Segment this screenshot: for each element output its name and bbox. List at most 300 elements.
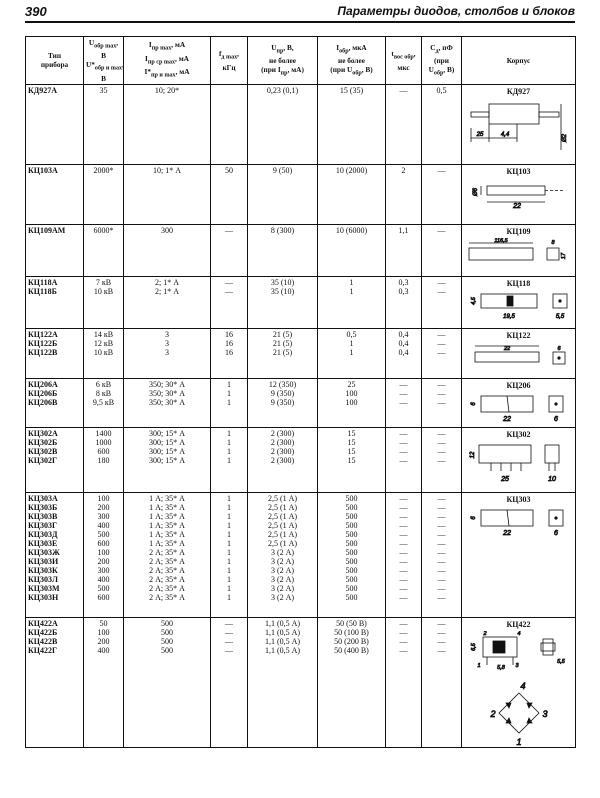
cell-value: — [399, 645, 408, 655]
cell-value: 25 [347, 379, 356, 389]
cell-value: 15 [347, 437, 356, 447]
cell-value: 500 [345, 502, 358, 512]
cell-value: КЦ303Л [28, 574, 58, 584]
svg-text:17: 17 [560, 252, 567, 259]
cell-value: 21 (5) [272, 338, 293, 348]
cell-f [211, 276, 248, 328]
cell-value: — [437, 618, 446, 628]
table-row [26, 328, 576, 378]
cell-value: 21 (5) [272, 347, 293, 357]
package-name: КЦ422 [506, 619, 531, 629]
cell-value: 1,1 (0,5 А) [264, 645, 301, 655]
cell-value: — [225, 636, 233, 646]
cell-value: 9 (350) [270, 397, 295, 407]
cell-value: 100 [97, 627, 110, 637]
cell-value: 300; 15* А [149, 428, 185, 438]
cell-value: 15 [347, 446, 356, 456]
cell-value: — [437, 277, 446, 287]
cell-value: 500 [161, 645, 173, 655]
cell-value: 1 [227, 592, 231, 602]
cell-value: КЦ302А [28, 428, 58, 438]
cell-value: 1 [227, 502, 231, 512]
cell-value: 21 (5) [272, 329, 293, 339]
table-row [26, 84, 576, 164]
cell-value: — [225, 618, 233, 628]
cell-value: 1 А; 35* А [149, 538, 185, 548]
cell-i [124, 164, 211, 224]
cell-value: — [399, 565, 408, 575]
cell-value: 2000* [93, 165, 114, 175]
page-title: Параметры диодов, столбов и блоков [337, 4, 575, 18]
cell-value: КЦ422Б [28, 627, 58, 637]
package-name: КЦ109 [506, 226, 531, 236]
col-header-upr: $U_{пр}$, В, не более (при $I_{пр}$, мА) [248, 37, 318, 85]
package-drawing [464, 631, 573, 747]
cell-value: 50 (50 В) [336, 618, 367, 628]
cell-value: 2 А; 35* А [149, 574, 185, 584]
cell-value: 1,1 (0,5 А) [264, 618, 301, 628]
cell-value: 2 [401, 165, 406, 175]
cell-value: 0,5 [436, 85, 447, 95]
cell-value: — [437, 329, 446, 339]
cell-value: 0,4 [398, 338, 409, 348]
svg-text:25: 25 [500, 475, 509, 483]
cell-value: 500 [345, 520, 358, 530]
table-header-row [26, 37, 576, 85]
cell-value: 0,5 [346, 329, 357, 339]
cell-value: — [437, 556, 446, 566]
package-name: КЦ302 [506, 429, 531, 439]
table-row [26, 276, 576, 328]
cell-value: 1,1 (0,5 А) [264, 627, 301, 637]
cell-value: КЦ118Б [28, 286, 57, 296]
cell-value: КЦ303В [28, 511, 58, 521]
cell-value: КЦ422Г [28, 645, 58, 655]
cell-value: 1,1 [398, 225, 409, 235]
table-row [26, 427, 576, 492]
cell-value: КЦ109АМ [28, 225, 66, 235]
cell-value: 500 [161, 618, 173, 628]
cell-value: 500 [345, 493, 358, 503]
col-header-u: $U_{обр max}$, В $U*_{обр и max}$, В [84, 37, 124, 85]
cell-value: 10 кВ [93, 286, 114, 296]
cell-value: 1 [227, 520, 231, 530]
cell-value: 2 А; 35* А [149, 583, 185, 593]
cell-value: 3 (2 А) [270, 547, 295, 557]
cell-value: 2 А; 35* А [149, 556, 185, 566]
svg-text:4,4: 4,4 [500, 131, 509, 138]
cell-value: 400 [97, 574, 110, 584]
cell-c [422, 617, 462, 747]
cell-t [386, 378, 422, 427]
cell-value: 100 [345, 388, 358, 398]
cell-value: 0,3 [398, 277, 409, 287]
col-header-pkg: Корпус [462, 37, 576, 85]
cell-iobr [318, 492, 386, 617]
cell-value: КЦ422А [28, 618, 58, 628]
package-name: КЦ122 [506, 330, 531, 340]
cell-value: 200 [97, 636, 110, 646]
cell-value: — [437, 645, 446, 655]
cell-u [84, 617, 124, 747]
cell-upr [248, 164, 318, 224]
cell-value: 500 [345, 538, 358, 548]
svg-text:6: 6 [556, 345, 561, 352]
cell-value: — [399, 618, 408, 628]
cell-value: 2 (300) [270, 428, 295, 438]
cell-value: 200 [97, 556, 110, 566]
cell-value: 300; 15* А [149, 455, 185, 465]
diodes-table [25, 36, 576, 748]
cell-value: — [399, 636, 408, 646]
package-name: КЦ103 [506, 166, 531, 176]
cell-value: КЦ303Б [28, 502, 58, 512]
cell-type [26, 427, 84, 492]
cell-value: 300 [97, 511, 110, 521]
cell-i [124, 224, 211, 276]
cell-iobr [318, 276, 386, 328]
cell-value: 50 [225, 165, 233, 175]
cell-value: — [437, 397, 446, 407]
cell-value: 15 [347, 455, 356, 465]
cell-value: — [437, 286, 446, 296]
cell-iobr [318, 617, 386, 747]
cell-type [26, 164, 84, 224]
cell-type [26, 84, 84, 164]
cell-iobr [318, 224, 386, 276]
svg-text:19,5: 19,5 [502, 313, 515, 320]
cell-value: 9,5 кВ [92, 397, 115, 407]
cell-value: 0,4 [398, 329, 409, 339]
cell-value: 3 (2 А) [270, 574, 295, 584]
package-drawing [464, 290, 573, 324]
cell-value: 1 А; 35* А [149, 529, 185, 539]
cell-value: — [399, 493, 408, 503]
cell-value: 35 (10) [270, 286, 295, 296]
cell-value: — [399, 627, 408, 637]
cell-value: 500 [97, 583, 110, 593]
svg-text:Ø6: Ø6 [472, 187, 479, 196]
cell-value: 1 [227, 428, 231, 438]
cell-value: КЦ303Е [28, 538, 58, 548]
cell-value: 600 [97, 538, 110, 548]
col-header-iobr: $I_{обр}$, мкА не более (при $U_{обр}$, В) [318, 37, 386, 85]
cell-value: — [437, 627, 446, 637]
cell-package [462, 328, 576, 378]
svg-text:6,5: 6,5 [470, 643, 477, 651]
table-row [26, 164, 576, 224]
package-drawing [464, 98, 573, 160]
cell-value: — [399, 379, 408, 389]
cell-i [124, 492, 211, 617]
svg-text:6: 6 [553, 529, 558, 537]
cell-t [386, 276, 422, 328]
cell-value: КЦ422В [28, 636, 58, 646]
cell-value: — [437, 502, 446, 512]
cell-value: — [437, 338, 446, 348]
svg-text:1: 1 [476, 662, 481, 669]
cell-value: 10; 20* [154, 85, 180, 95]
cell-value: 9 (50) [272, 165, 293, 175]
cell-value: КЦ303И [28, 556, 59, 566]
cell-u [84, 328, 124, 378]
page-header [25, 5, 575, 23]
cell-value: 2,5 (1 А) [267, 520, 298, 530]
cell-value: КЦ303Г [28, 520, 58, 530]
cell-i [124, 276, 211, 328]
cell-value: 100 [97, 547, 110, 557]
cell-value: 8 (300) [270, 225, 295, 235]
cell-value: КЦ206В [28, 397, 58, 407]
cell-value: — [399, 85, 408, 95]
cell-value: — [437, 388, 446, 398]
cell-value: КЦ303К [28, 565, 58, 575]
cell-value: 500 [345, 592, 358, 602]
cell-value: 350; 30* А [149, 388, 185, 398]
cell-value: 3 [165, 338, 169, 348]
cell-f [211, 492, 248, 617]
cell-t [386, 492, 422, 617]
cell-f [211, 164, 248, 224]
cell-value: КЦ303А [28, 493, 58, 503]
cell-type [26, 328, 84, 378]
cell-value: — [399, 574, 408, 584]
cell-value: 16 [225, 347, 233, 357]
cell-value: КЦ206А [28, 379, 58, 389]
cell-value: 1 А; 35* А [149, 511, 185, 521]
cell-value: КЦ303Д [28, 529, 58, 539]
cell-type [26, 617, 84, 747]
cell-value: — [437, 520, 446, 530]
cell-type [26, 276, 84, 328]
cell-value: 500 [161, 636, 173, 646]
cell-value: 400 [97, 645, 110, 655]
cell-value: 0,3 [398, 286, 409, 296]
package-drawing [464, 506, 573, 540]
cell-value: — [399, 455, 408, 465]
cell-iobr [318, 427, 386, 492]
cell-value: — [399, 388, 408, 398]
cell-value: 1 А; 35* А [149, 502, 185, 512]
package-drawing [464, 441, 573, 485]
cell-upr [248, 378, 318, 427]
cell-type [26, 378, 84, 427]
cell-value: 500 [161, 627, 173, 637]
cell-value: 3 [165, 347, 169, 357]
cell-value: — [437, 511, 446, 521]
cell-value: 8 кВ [95, 388, 112, 398]
cell-value: 10 (6000) [335, 225, 368, 235]
cell-value: — [225, 286, 233, 296]
cell-value: 1 [227, 446, 231, 456]
cell-f [211, 617, 248, 747]
cell-iobr [318, 84, 386, 164]
cell-value: — [399, 397, 408, 407]
cell-value: — [225, 225, 233, 235]
cell-value: — [437, 529, 446, 539]
cell-value: 300 [161, 225, 173, 235]
cell-value: — [399, 547, 408, 557]
cell-value: 3 [165, 329, 169, 339]
cell-value: 1,1 (0,5 А) [264, 636, 301, 646]
cell-value: 16 [225, 338, 233, 348]
cell-value: — [437, 574, 446, 584]
cell-i [124, 328, 211, 378]
cell-value: — [437, 583, 446, 593]
cell-value: — [437, 547, 446, 557]
cell-value: 1 [227, 379, 231, 389]
package-name: КД927 [506, 86, 531, 96]
cell-value: — [399, 520, 408, 530]
cell-value: — [225, 627, 233, 637]
cell-value: 0,23 (0,1) [266, 85, 299, 95]
cell-value: 1 [349, 286, 354, 296]
cell-value: 500 [345, 583, 358, 593]
cell-value: 6000* [93, 225, 114, 235]
cell-value: 500 [345, 511, 358, 521]
table-row [26, 492, 576, 617]
cell-c [422, 276, 462, 328]
cell-value: 1 [227, 547, 231, 557]
cell-value: КЦ206Б [28, 388, 58, 398]
cell-u [84, 492, 124, 617]
cell-upr [248, 276, 318, 328]
cell-value: 600 [97, 446, 110, 456]
cell-iobr [318, 328, 386, 378]
cell-value: 50 (100 В) [334, 627, 369, 637]
package-drawing [464, 342, 573, 372]
cell-value: 100 [345, 397, 358, 407]
cell-value: 1 [227, 397, 231, 407]
cell-value: 1 [349, 338, 354, 348]
cell-package [462, 617, 576, 747]
col-header-c: $C_д$, пФ (при $U_{обр}$, В) [422, 37, 462, 85]
cell-t [386, 427, 422, 492]
cell-value: — [399, 437, 408, 447]
svg-text:22: 22 [512, 202, 521, 210]
cell-value: КЦ303Н [28, 592, 59, 602]
cell-value: 10 (2000) [335, 165, 368, 175]
col-header-type: Тип прибора [26, 37, 84, 85]
cell-value: 16 [225, 329, 233, 339]
cell-value: 3 (2 А) [270, 583, 295, 593]
cell-value: 200 [97, 502, 110, 512]
cell-upr [248, 427, 318, 492]
cell-value: КЦ302Г [28, 455, 58, 465]
cell-value: 300; 15* А [149, 437, 185, 447]
cell-value: КЦ302Б [28, 437, 58, 447]
package-name: КЦ206 [506, 380, 531, 390]
cell-u [84, 427, 124, 492]
cell-value: 2; 1* А [155, 277, 179, 287]
cell-value: 14 кВ [93, 329, 114, 339]
table-row [26, 617, 576, 747]
cell-value: 12 кВ [93, 338, 114, 348]
cell-upr [248, 492, 318, 617]
cell-value: КЦ103А [28, 165, 58, 175]
cell-c [422, 328, 462, 378]
cell-value: КЦ122Б [28, 338, 58, 348]
cell-value: 500 [345, 529, 358, 539]
cell-value: 1 [349, 347, 354, 357]
cell-value: — [437, 225, 446, 235]
cell-value: 1 А; 35* А [149, 493, 185, 503]
cell-value: — [437, 592, 446, 602]
svg-text:22: 22 [502, 529, 511, 537]
package-name: КЦ118 [506, 278, 531, 288]
svg-text:116,5: 116,5 [493, 237, 508, 244]
cell-value: 50 (200 В) [334, 636, 369, 646]
svg-text:2: 2 [489, 708, 496, 719]
cell-value: — [437, 565, 446, 575]
svg-text:4,5: 4,5 [470, 297, 477, 305]
cell-value: 1 [227, 493, 231, 503]
cell-value: — [437, 455, 446, 465]
cell-value: 2 А; 35* А [149, 592, 185, 602]
table-row [26, 378, 576, 427]
page-number: 390 [25, 4, 47, 19]
package-drawing [464, 178, 573, 214]
cell-value: — [399, 502, 408, 512]
package-drawing [464, 392, 573, 426]
cell-i [124, 378, 211, 427]
cell-value: 500 [97, 529, 110, 539]
svg-text:22: 22 [503, 345, 510, 352]
cell-value: 10; 1* А [153, 165, 181, 175]
cell-value: 500 [345, 547, 358, 557]
cell-value: КЦ122А [28, 329, 58, 339]
cell-value: — [437, 437, 446, 447]
cell-value: 35 [99, 85, 108, 95]
svg-text:25: 25 [476, 131, 483, 138]
cell-value: — [437, 493, 446, 503]
cell-value: — [437, 446, 446, 456]
cell-value: — [399, 529, 408, 539]
cell-value: 350; 30* А [149, 379, 185, 389]
cell-value: КЦ303М [28, 583, 60, 593]
cell-value: 1 [227, 388, 231, 398]
table-row [26, 224, 576, 276]
cell-upr [248, 328, 318, 378]
cell-package [462, 164, 576, 224]
cell-value: 1 [227, 565, 231, 575]
cell-value: — [399, 538, 408, 548]
cell-value: — [437, 379, 446, 389]
cell-package [462, 492, 576, 617]
cell-iobr [318, 378, 386, 427]
svg-text:10: 10 [547, 475, 556, 483]
cell-value: — [437, 636, 446, 646]
cell-value: — [225, 277, 233, 287]
col-header-i: $I_{пр max}$, мА $I_{пр ср max}$, мА $I*_{пр и max}$, мА [124, 37, 211, 85]
svg-text:1: 1 [515, 736, 522, 747]
cell-f [211, 224, 248, 276]
package-drawing [464, 238, 573, 268]
svg-text:8: 8 [550, 239, 555, 246]
cell-value: 6 кВ [95, 379, 112, 389]
cell-c [422, 492, 462, 617]
cell-value: 50 (400 В) [334, 645, 369, 655]
col-header-t: $t_{вос обр}$, мкс [386, 37, 422, 85]
cell-value: 10 кВ [93, 347, 114, 357]
cell-value: 0,4 [398, 347, 409, 357]
cell-value: 1000 [95, 437, 112, 447]
cell-value: — [437, 428, 446, 438]
cell-c [422, 84, 462, 164]
cell-value: 500 [345, 565, 358, 575]
cell-value: 7 кВ [95, 277, 112, 287]
package-name: КЦ303 [506, 494, 531, 504]
